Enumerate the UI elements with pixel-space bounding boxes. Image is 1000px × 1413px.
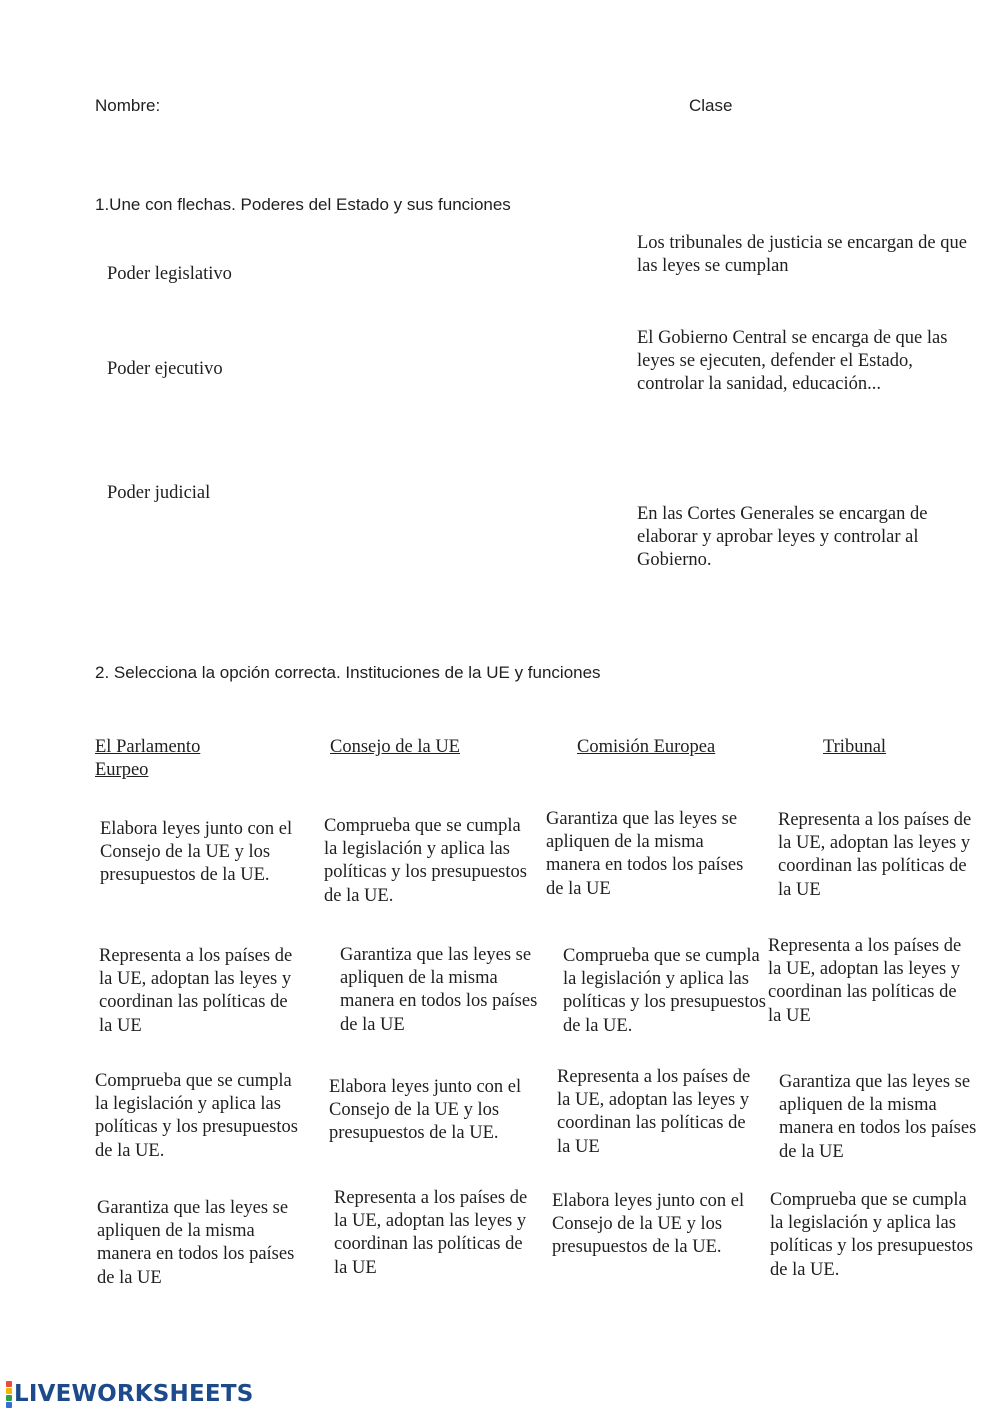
option-r2-c2[interactable]: Garantiza que las leyes se apliquen de la misma manera en todos los países de la UE [340, 945, 538, 1035]
option-r4-c3[interactable]: Elabora leyes junto con el Consejo de la UE y los presupuestos de la UE. [552, 1191, 745, 1258]
logo-square-blue [6, 1402, 12, 1408]
option-r4-c1[interactable]: Garantiza que las leyes se apliquen de la misma manera en todos los países de la UE [97, 1198, 295, 1288]
header-parlamento: El Parlamento Eurpeo [95, 737, 201, 781]
function-cortes[interactable]: En las Cortes Generales se encargan de elaborar y aprobar leyes y controlar al Gobierno. [637, 504, 928, 571]
logo-text: LIVEWORKSHEETS [14, 1381, 254, 1407]
option-r2-c3[interactable]: Comprueba que se cumpla la legislación y aplica las políticas y los presupuestos de la UE. [563, 946, 766, 1036]
option-r1-c1[interactable]: Elabora leyes junto con el Consejo de la UE y los presupuestos de la UE. [100, 819, 293, 886]
header-comision: Comisión Europea [577, 737, 716, 757]
power-legislative[interactable]: Poder legislativo [107, 264, 232, 284]
section2-title: 2. Selecciona la opción correcta. Instituciones de la UE y funciones [95, 663, 601, 682]
option-r4-c2[interactable]: Representa a los países de la UE, adoptan las leyes y coordinan las políticas de la UE [334, 1188, 528, 1278]
option-r3-c3[interactable]: Representa a los países de la UE, adoptan las leyes y coordinan las políticas de la UE [557, 1067, 751, 1157]
option-r3-c2[interactable]: Elabora leyes junto con el Consejo de la UE y los presupuestos de la UE. [329, 1077, 522, 1144]
logo-square-yellow [6, 1388, 12, 1394]
liveworksheets-logo [6, 1379, 253, 1409]
option-r2-c1[interactable]: Representa a los países de la UE, adoptan las leyes y coordinan las políticas de la UE [99, 946, 293, 1036]
option-r1-c4[interactable]: Representa a los países de la UE, adoptan las leyes y coordinan las políticas de la UE [778, 810, 972, 900]
logo-square-green [6, 1395, 12, 1401]
logo-squares-icon [6, 1381, 12, 1408]
section1-title: 1.Une con flechas. Poderes del Estado y sus funciones [95, 195, 511, 214]
option-r2-c4[interactable]: Representa a los países de la UE, adoptan las leyes y coordinan las políticas de la UE [768, 936, 962, 1026]
option-r1-c2[interactable]: Comprueba que se cumpla la legislación y aplica las políticas y los presupuestos de la UE. [324, 816, 527, 906]
function-government[interactable]: El Gobierno Central se encarga de que las leyes se ejecuten, defender el Estado, controlar la sanidad, educación... [637, 328, 948, 395]
name-label: Nombre: [95, 96, 161, 115]
class-label: Clase [689, 96, 733, 115]
power-executive[interactable]: Poder ejecutivo [107, 359, 223, 379]
power-judicial[interactable]: Poder judicial [107, 483, 211, 503]
option-r3-c1[interactable]: Comprueba que se cumpla la legislación y aplica las políticas y los presupuestos de la UE. [95, 1071, 298, 1161]
function-courts[interactable]: Los tribunales de justicia se encargan de que las leyes se cumplan [637, 233, 967, 277]
option-r3-c4[interactable]: Garantiza que las leyes se apliquen de la misma manera en todos los países de la UE [779, 1072, 977, 1162]
option-r4-c4[interactable]: Comprueba que se cumpla la legislación y aplica las políticas y los presupuestos de la UE. [770, 1190, 973, 1280]
header-tribunal: Tribunal [823, 737, 887, 757]
option-r1-c3[interactable]: Garantiza que las leyes se apliquen de la misma manera en todos los países de la UE [546, 809, 744, 899]
header-consejo: Consejo de la UE [330, 737, 460, 757]
logo-square-red [6, 1381, 12, 1387]
